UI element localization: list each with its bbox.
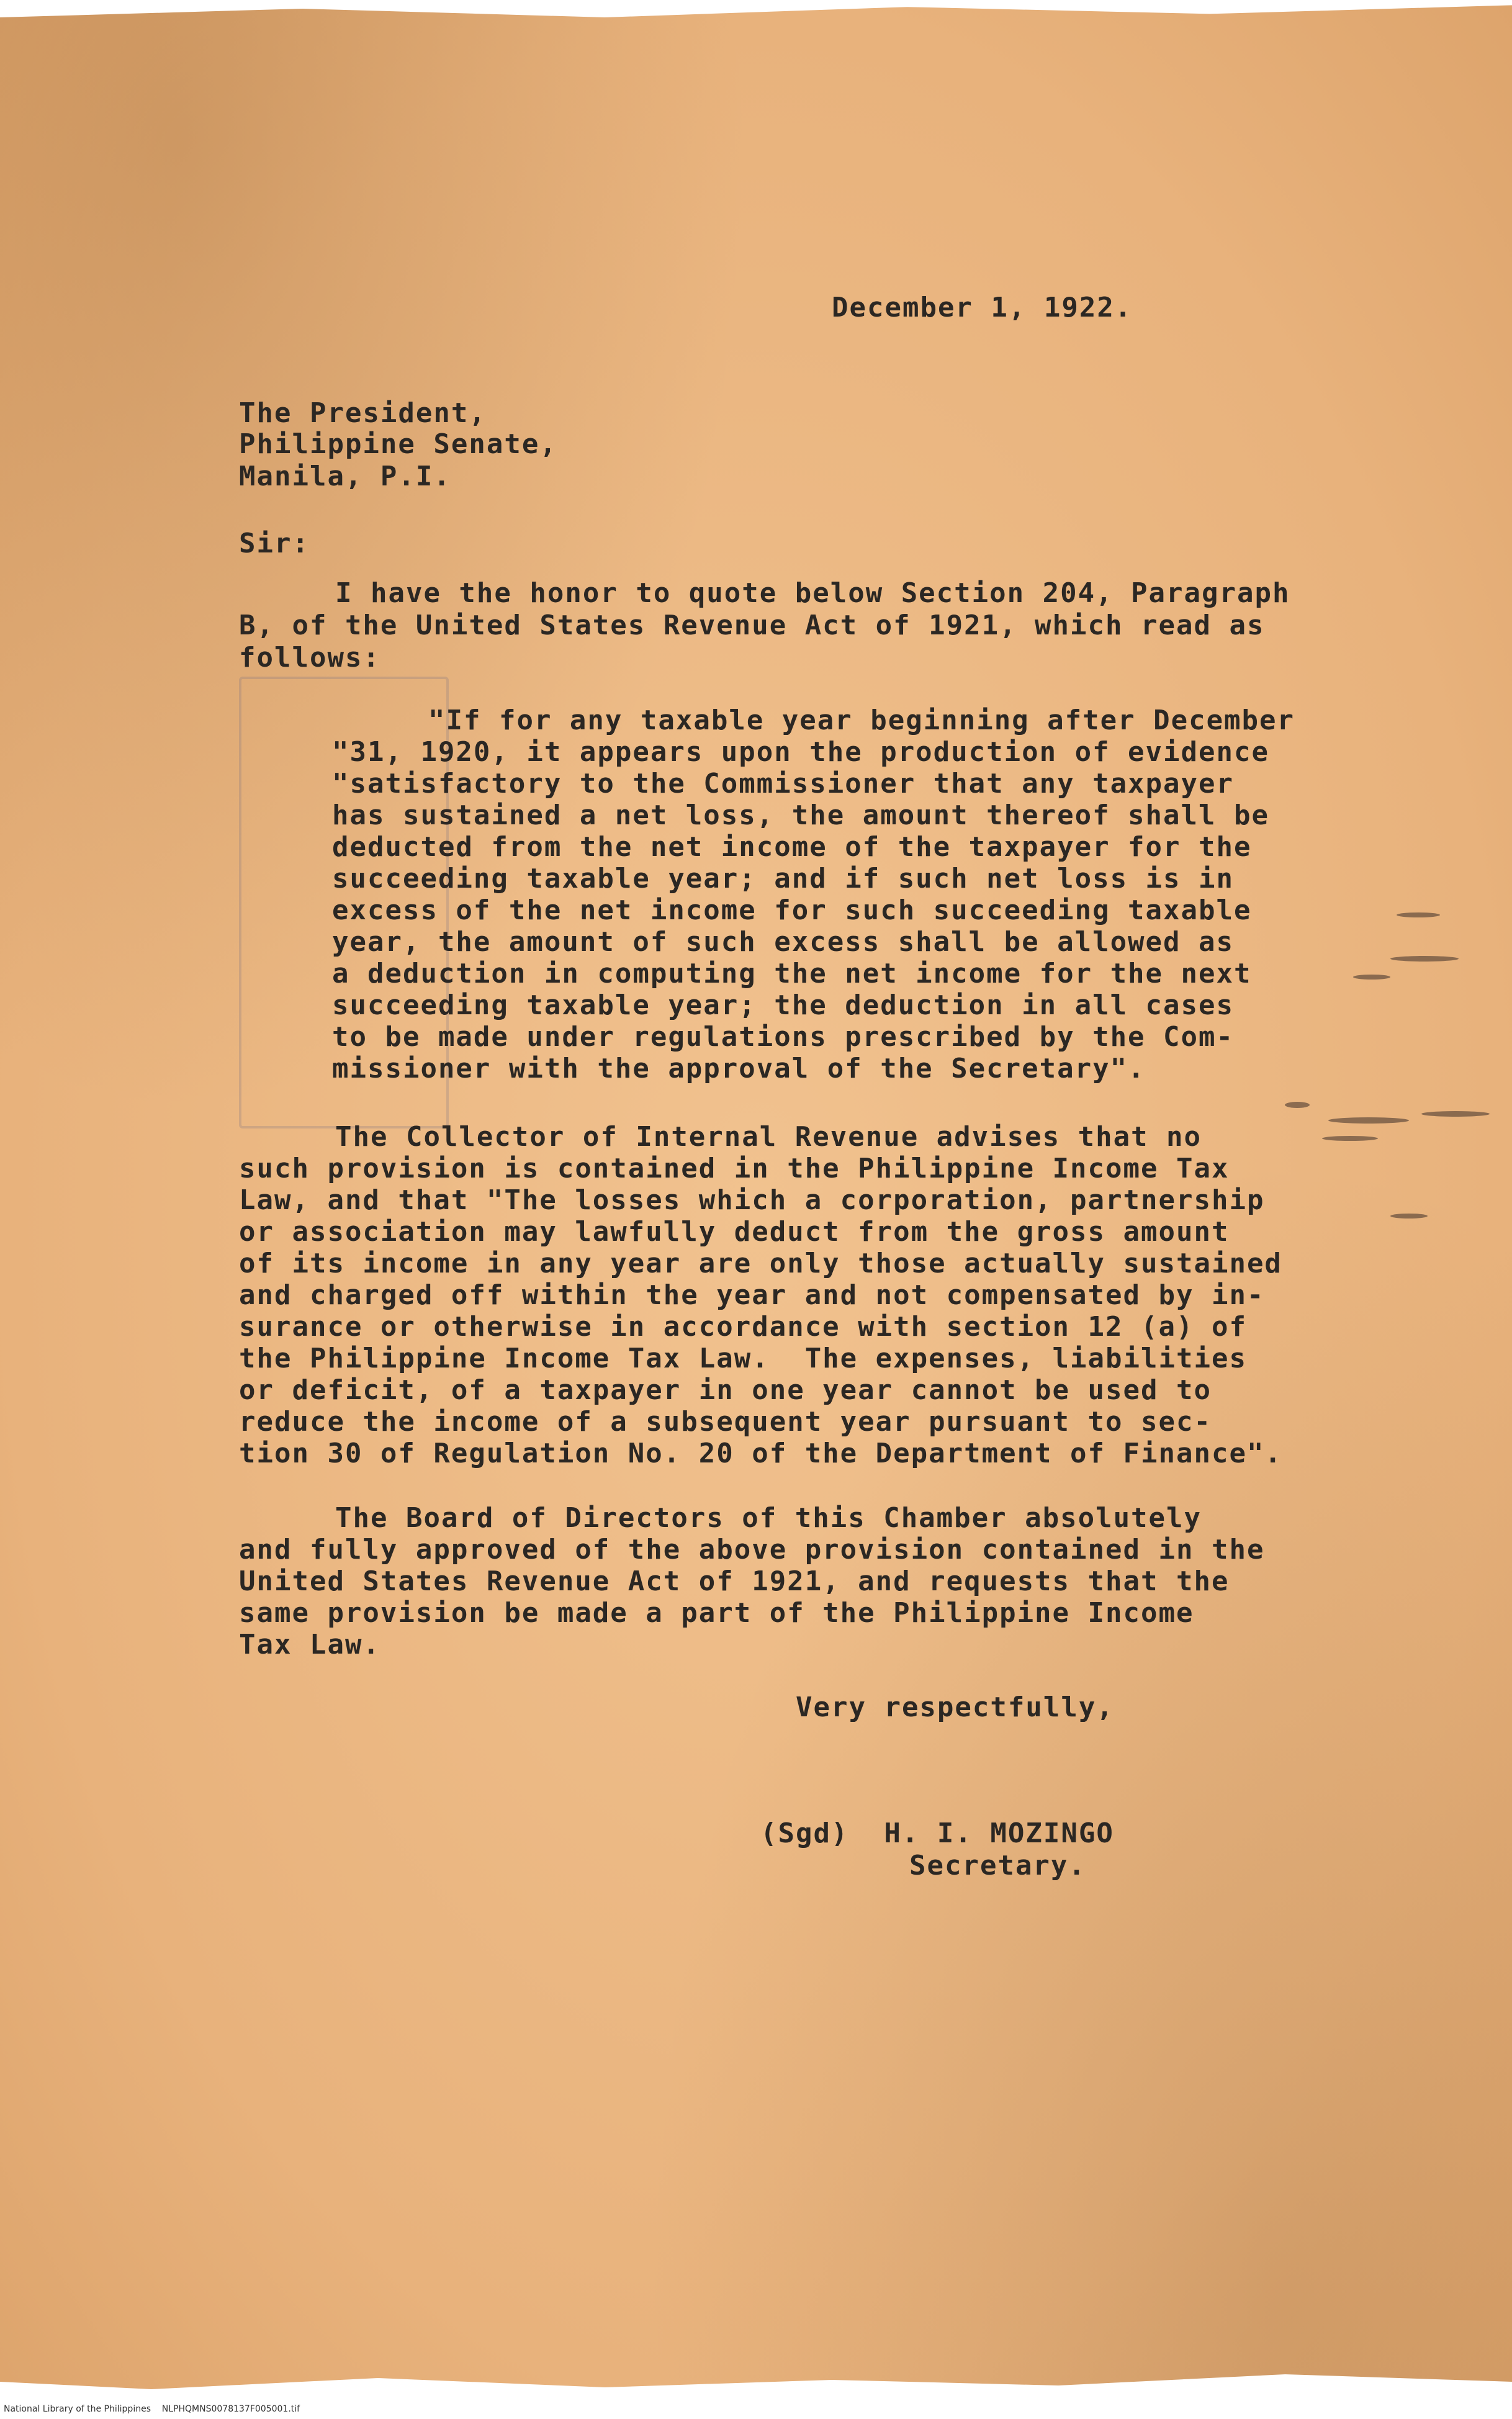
paragraph-line: and fully approved of the above provision contained in the: [239, 1534, 1265, 1565]
quote-line: "satisfactory to the Commissioner that any taxpayer: [332, 768, 1235, 800]
paragraph-line: Law, and that "The losses which a corporation, partnership: [239, 1184, 1265, 1216]
paragraph-line: of its income in any year are only those actually sustained: [239, 1248, 1282, 1279]
torn-bottom-edge: [0, 2359, 1512, 2397]
paragraph-line: B, of the United States Revenue Act of 1921, which read as: [239, 610, 1265, 641]
ink-stain: [1328, 1117, 1409, 1124]
ink-stain: [1322, 1136, 1378, 1141]
ink-stain: [1390, 956, 1459, 962]
paragraph-line: or association may lawfully deduct from the gross amount: [239, 1216, 1230, 1248]
quote-line: succeeding taxable year; and if such net loss is in: [332, 863, 1235, 894]
paragraph-line: The Collector of Internal Revenue advises that no: [335, 1121, 1202, 1153]
quote-line: a deduction in computing the net income for the next: [332, 958, 1252, 989]
quote-line: has sustained a net loss, the amount thereof shall be: [332, 800, 1269, 831]
recipient-line: Manila, P.I.: [239, 461, 451, 492]
quote-line: excess of the net income for such succeeding taxable: [332, 894, 1252, 926]
paragraph-line: surance or otherwise in accordance with section 12 (a) of: [239, 1311, 1247, 1343]
ink-stain: [1390, 1214, 1428, 1219]
quote-line: deducted from the net income of the taxpayer for the: [332, 831, 1252, 863]
quote-line: "If for any taxable year beginning after December: [428, 705, 1295, 736]
archive-label: National Library of the Philippines NLPHQMNS0078137F005001.tif: [4, 2404, 300, 2414]
torn-top-edge: [0, 0, 1512, 17]
salutation: Sir:: [239, 528, 310, 559]
paragraph-line: follows:: [239, 642, 380, 673]
ink-stain: [1285, 1102, 1310, 1108]
quote-line: "31, 1920, it appears upon the production of evidence: [332, 736, 1269, 768]
paragraph-line: Tax Law.: [239, 1629, 380, 1660]
ink-stain: [1353, 975, 1390, 980]
paragraph-line: same provision be made a part of the Philippine Income: [239, 1597, 1194, 1629]
closing: Very respectfully,: [796, 1691, 1114, 1723]
paragraph-line: the Philippine Income Tax Law. The expenses, liabilities: [239, 1343, 1247, 1374]
signature: (Sgd) H. I. MOZINGO: [760, 1818, 1114, 1849]
paragraph-line: reduce the income of a subsequent year pursuant to sec-: [239, 1406, 1212, 1438]
paragraph-line: tion 30 of Regulation No. 20 of the Department of Finance".: [239, 1438, 1282, 1469]
paragraph-line: such provision is contained in the Philippine Income Tax: [239, 1153, 1230, 1184]
paragraph-line: The Board of Directors of this Chamber absolutely: [335, 1502, 1202, 1534]
quote-line: to be made under regulations prescribed by the Com-: [332, 1021, 1235, 1053]
letter-date: December 1, 1922.: [832, 292, 1133, 323]
paragraph-line: and charged off within the year and not compensated by in-: [239, 1279, 1265, 1311]
paragraph-line: United States Revenue Act of 1921, and requests that the: [239, 1565, 1230, 1597]
recipient-line: Philippine Senate,: [239, 428, 557, 460]
signature-title: Secretary.: [909, 1850, 1086, 1881]
paragraph-line: or deficit, of a taxpayer in one year cannot be used to: [239, 1374, 1212, 1406]
paragraph-line: I have the honor to quote below Section 204, Paragraph: [335, 577, 1290, 609]
quote-line: year, the amount of such excess shall be allowed as: [332, 926, 1235, 958]
ink-stain: [1397, 912, 1440, 917]
quote-line: missioner with the approval of the Secretary".: [332, 1053, 1146, 1084]
archive-footer: [0, 2394, 1512, 2419]
ink-stain: [1421, 1111, 1490, 1117]
recipient-line: The President,: [239, 397, 487, 429]
quote-line: succeeding taxable year; the deduction in all cases: [332, 989, 1235, 1021]
